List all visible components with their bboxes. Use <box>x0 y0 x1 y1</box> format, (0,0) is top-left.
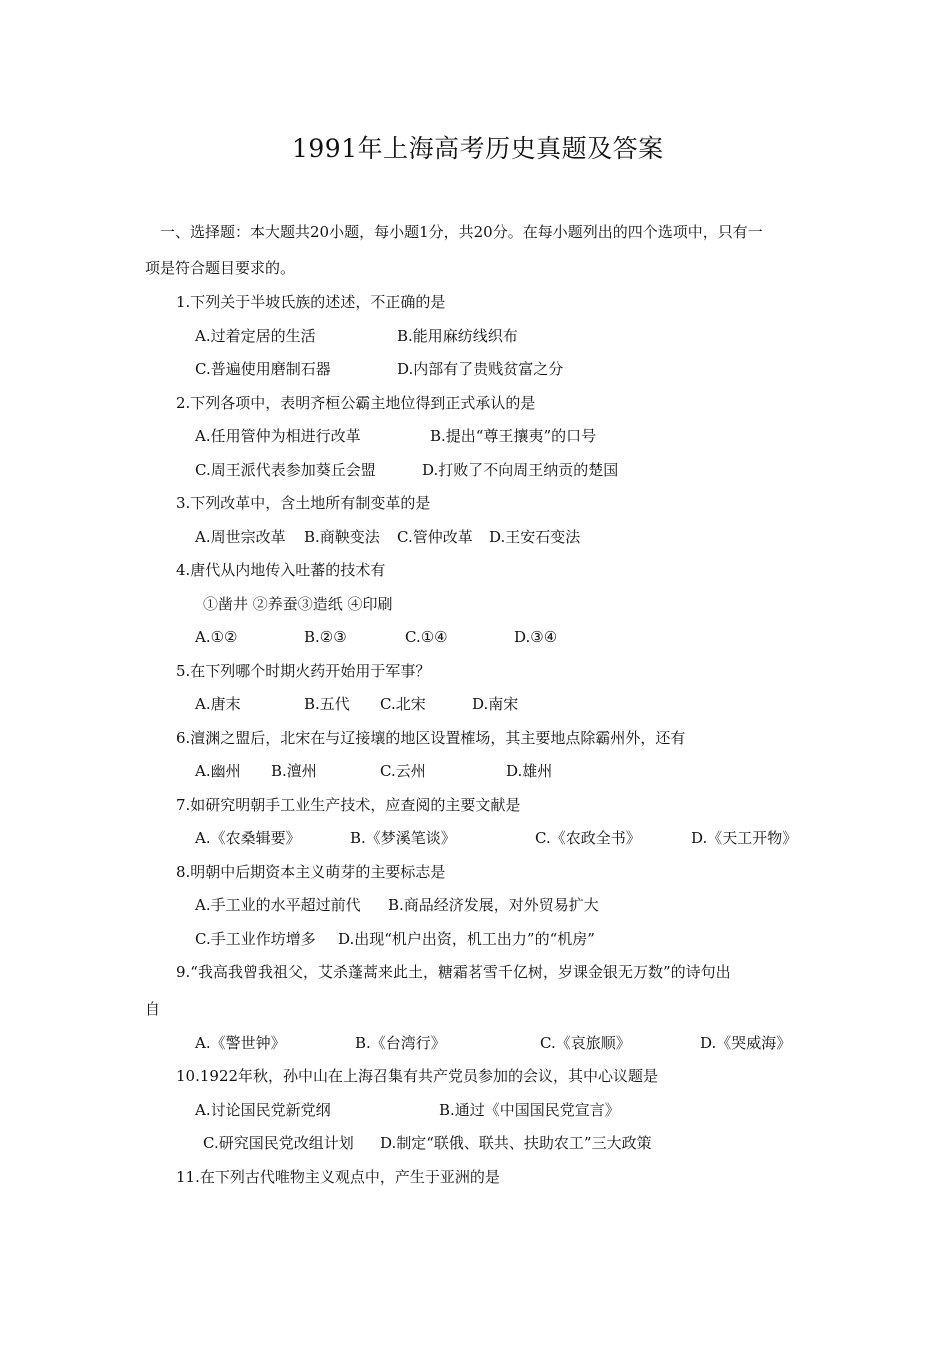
question-8-option-a: A.手工业的水平超过前代 <box>195 896 361 914</box>
question-10-option-c: C.研究国民党改组计划 <box>203 1134 354 1152</box>
question-2-option-c: C.周王派代表参加葵丘会盟 <box>195 461 376 479</box>
question-2-option-b: B.提出“尊王攘夷”的口号 <box>430 427 597 445</box>
question-6-option-a: A.幽州 <box>195 762 241 780</box>
question-1-option-d: D.内部有了贵贱贫富之分 <box>397 360 564 378</box>
question-5-option-d: D.南宋 <box>472 695 519 713</box>
question-7-option-c: C.《农政全书》 <box>535 829 641 847</box>
question-2-option-a: A.任用管仲为相进行改革 <box>195 427 361 445</box>
question-8-option-c: C.手工业作坊增多 <box>195 930 316 948</box>
question-1-option-c: C.普遍使用磨制石器 <box>195 360 331 378</box>
question-10-option-d: D.制定“联俄、联共、扶助农工”三大政策 <box>380 1134 652 1152</box>
question-5-option-c: C.北宋 <box>380 695 426 713</box>
page-title: 1991年上海高考历史真题及答案 <box>292 134 664 163</box>
question-9-option-c: C.《哀旅顺》 <box>540 1034 631 1052</box>
question-9-option-a: A.《警世钟》 <box>195 1034 286 1052</box>
question-4-stem: 4.唐代从内地传入吐蕃的技术有 <box>176 561 386 579</box>
question-3-option-a: A.周世宗改革 <box>195 528 286 546</box>
question-6-option-d: D.雄州 <box>506 762 553 780</box>
question-9-option-b: B.《台湾行》 <box>355 1034 446 1052</box>
question-2-stem: 2.下列各项中，表明齐桓公霸主地位得到正式承认的是 <box>176 394 536 412</box>
question-3-option-d: D.王安石变法 <box>489 528 581 546</box>
question-8-option-d: D.出现“机户出资，机工出力”的“机房” <box>338 930 595 948</box>
question-4-option-c: C.①④ <box>405 628 448 646</box>
question-8-option-b: B.商品经济发展，对外贸易扩大 <box>388 896 599 914</box>
question-3-option-b: B.商鞅变法 <box>304 528 380 546</box>
question-6-stem: 6.澶渊之盟后，北宋在与辽接壤的地区设置榷场，其主要地点除霸州外，还有 <box>176 729 686 747</box>
question-9-stem: 9.“我高我曾我祖父，艾杀蓬蒿来此土，糖霜茗雪千亿树，岁课金银无万数”的诗句出 <box>176 963 731 981</box>
question-7-stem: 7.如研究明朝手工业生产技术，应查阅的主要文献是 <box>176 796 521 814</box>
question-10-stem: 10.1922年秋，孙中山在上海召集有共产党员参加的会议，其中心议题是 <box>176 1067 659 1085</box>
question-6-option-b: B.澶州 <box>271 762 317 780</box>
question-9-option-d: D.《哭威海》 <box>700 1034 792 1052</box>
question-11-stem: 11.在下列古代唯物主义观点中，产生于亚洲的是 <box>176 1168 500 1186</box>
question-3-stem: 3.下列改革中，含土地所有制变革的是 <box>176 494 431 512</box>
question-8-stem: 8.明朝中后期资本主义萌芽的主要标志是 <box>176 863 446 881</box>
question-7-option-b: B.《梦溪笔谈》 <box>350 829 456 847</box>
question-3-option-c: C.管仲改革 <box>397 528 473 546</box>
question-4-option-b: B.②③ <box>304 628 347 646</box>
question-6-option-c: C.云州 <box>380 762 426 780</box>
question-9-stem-cont: 自 <box>145 1000 161 1018</box>
section-heading: 一、选择题：本大题共20小题，每小题1分，共20分。在每小题列出的四个选项中，只有一 <box>160 223 763 241</box>
question-7-option-d: D.《天工开物》 <box>691 829 798 847</box>
question-10-option-a: A.讨论国民党新党纲 <box>195 1101 331 1119</box>
section-heading-cont: 项是符合题目要求的。 <box>145 259 296 277</box>
question-2-option-d: D.打败了不向周王纳贡的楚国 <box>422 461 619 479</box>
question-7-option-a: A.《农桑辑要》 <box>195 829 301 847</box>
question-4-option-d: D.③④ <box>514 628 558 646</box>
question-4-option-a: A.①② <box>195 628 238 646</box>
question-4-items: ①凿井 ②养蚕③造纸 ④印刷 <box>203 595 393 613</box>
question-10-option-b: B.通过《中国国民党宣言》 <box>439 1101 620 1119</box>
question-5-option-b: B.五代 <box>304 695 350 713</box>
question-1-stem: 1.下列关于半坡氏族的述述，不正确的是 <box>176 293 446 311</box>
question-5-stem: 5.在下列哪个时期火药开始用于军事？ <box>176 662 431 680</box>
question-1-option-b: B.能用麻纺线织布 <box>397 327 518 345</box>
question-1-option-a: A.过着定居的生活 <box>195 327 316 345</box>
question-5-option-a: A.唐末 <box>195 695 241 713</box>
